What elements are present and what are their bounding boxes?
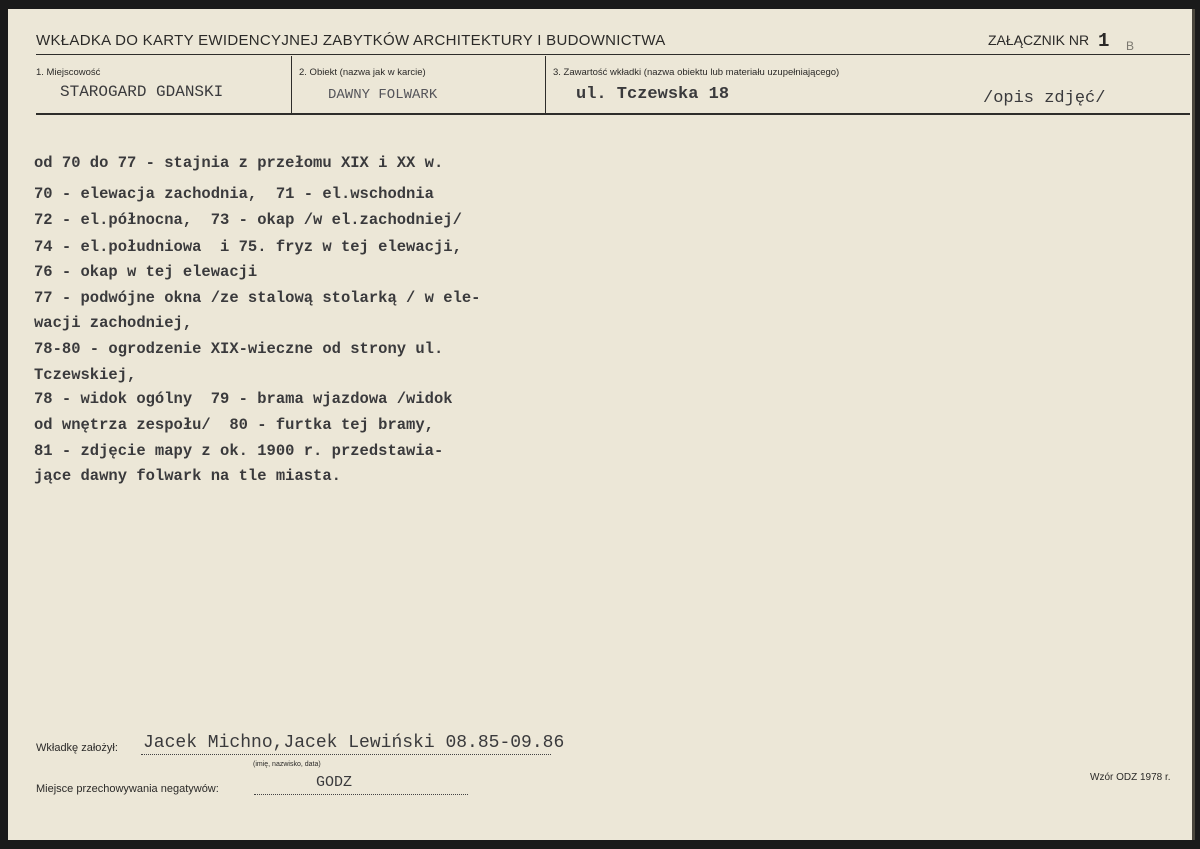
locality-value: STAROGARD GDANSKI [60,83,224,101]
founder-value: Jacek Michno,Jacek Lewiński 08.85-09.86 [143,733,565,753]
fields-rule [36,113,1190,115]
body-line: Tczewskiej, [34,366,137,384]
negatives-label: Miejsce przechowywania negatywów: [36,783,219,795]
attachment-letter: B [1126,39,1135,53]
header-rule [36,54,1190,55]
founder-line [141,754,551,755]
body-line: 78-80 - ogrodzenie XIX-wieczne od strony ul. [34,340,444,358]
field-divider [291,56,292,114]
content-value: ul. Tczewska 18 [576,85,730,104]
body-line: od 70 do 77 - stajnia z przełomu XIX i XX w. [34,154,444,172]
body-line: 72 - el.północna, 73 - okap /w el.zachodniej/ [34,211,462,229]
attachment-label: ZAŁĄCZNIK NR [988,32,1090,48]
founder-sublabel: (imię, nazwisko, data) [253,761,321,768]
field-divider [545,56,546,114]
locality-label: 1. Miejscowość [36,67,101,78]
content-label: 3. Zawartość wkładki (nazwa obiektu lub materiału uzupełniającego) [553,67,840,78]
content-note: /opis zdjęć/ [983,89,1106,108]
body-line: wacji zachodniej, [34,314,193,332]
founder-label: Wkładkę założył: [36,742,118,754]
object-value: DAWNY FOLWARK [328,87,438,103]
negatives-line [254,794,468,795]
body-line: 81 - zdjęcie mapy z ok. 1900 r. przedstawia- [34,442,444,460]
record-card [8,9,1195,840]
body-line: 74 - el.południowa i 75. fryz w tej elewacji, [34,238,462,256]
body-line: 78 - widok ogólny 79 - brama wjazdowa /widok [34,390,453,408]
body-line: od wnętrza zespołu/ 80 - furtka tej bramy, [34,416,434,434]
card-title: WKŁADKA DO KARTY EWIDENCYJNEJ ZABYTKÓW ARCHITEKTURY I BUDOWNICTWA [36,32,666,49]
body-line: 77 - podwójne okna /ze stalową stolarką / w ele- [34,289,481,307]
attachment-number: 1 [1098,30,1110,52]
body-line: 76 - okap w tej elewacji [34,263,258,281]
body-line: 70 - elewacja zachodnia, 71 - el.wschodnia [34,185,434,203]
negatives-value: GODZ [316,774,353,791]
form-pattern: Wzór ODZ 1978 r. [1090,772,1171,783]
object-label: 2. Obiekt (nazwa jak w karcie) [299,67,426,78]
body-line: jące dawny folwark na tle miasta. [34,467,341,485]
